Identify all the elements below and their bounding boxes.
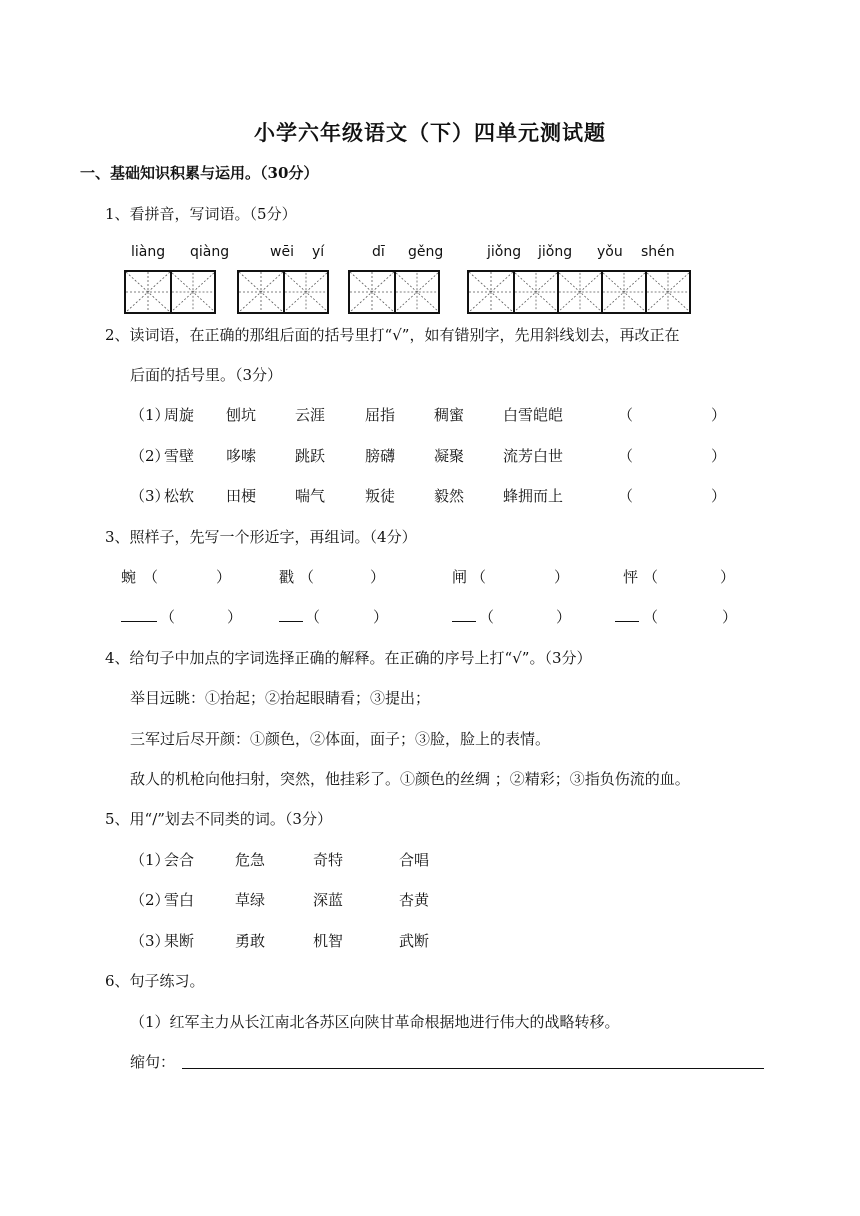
word: 刨坑 bbox=[226, 406, 257, 424]
word: 田梗 bbox=[226, 487, 257, 505]
grid-cell[interactable] bbox=[350, 272, 394, 312]
answer-bracket-open: （ bbox=[618, 406, 634, 424]
word: 白雪皑皑 bbox=[503, 406, 564, 424]
bracket-open: （ bbox=[160, 608, 176, 626]
sample-char: 怦 bbox=[623, 568, 639, 586]
grid-cell[interactable] bbox=[601, 272, 645, 312]
q6-sentence: （1）红军主力从长江南北各苏区向陕甘革命根据地进行伟大的战略转移。 bbox=[130, 1013, 620, 1031]
question-1-label: 1、看拼音，写词语。（5分） bbox=[105, 205, 297, 223]
bracket-close: ） bbox=[554, 568, 570, 586]
word: 深蓝 bbox=[313, 891, 344, 909]
pinyin: yí bbox=[312, 244, 325, 260]
word: 喘气 bbox=[295, 487, 326, 505]
sample-char: 戳 bbox=[279, 568, 295, 586]
answer-line[interactable] bbox=[182, 1068, 764, 1069]
grid-cell[interactable] bbox=[394, 272, 438, 312]
word: 危急 bbox=[235, 851, 266, 869]
row-number: （2） bbox=[130, 447, 170, 465]
word: 草绿 bbox=[235, 891, 266, 909]
answer-bracket-close: ） bbox=[711, 447, 727, 465]
question-4-label: 4、给句子中加点的字词选择正确的解释。在正确的序号上打“√”。（3分） bbox=[105, 649, 592, 667]
writing-grid[interactable] bbox=[348, 270, 440, 314]
grid-cell[interactable] bbox=[239, 272, 283, 312]
writing-grid[interactable] bbox=[124, 270, 216, 314]
question-2-label-cont: 后面的括号里。（3分） bbox=[130, 366, 283, 384]
row-number: （1） bbox=[130, 406, 170, 424]
question-5-label: 5、用“/”划去不同类的词。（3分） bbox=[105, 810, 332, 828]
grid-cell[interactable] bbox=[513, 272, 557, 312]
bracket-close: ） bbox=[227, 608, 243, 626]
word: 会合 bbox=[164, 851, 195, 869]
page-title: 小学六年级语文（下）四单元测试题 bbox=[254, 120, 606, 145]
word: 雪白 bbox=[164, 891, 195, 909]
grid-cell[interactable] bbox=[283, 272, 327, 312]
writing-grid[interactable] bbox=[467, 270, 691, 314]
q4-line-3: 敌人的机枪向他扫射，突然，他挂彩了。①颜色的丝绸 ；②精彩；③指负伤流的血。 bbox=[130, 770, 690, 788]
answer-bracket-close: ） bbox=[711, 487, 727, 505]
word: 果断 bbox=[164, 932, 195, 950]
section-heading-1: 一、基础知识积累与运用。（30分） bbox=[80, 164, 319, 182]
bracket-open: （ bbox=[643, 568, 659, 586]
bracket-open: （ bbox=[305, 608, 321, 626]
row-number: （3） bbox=[130, 932, 170, 950]
grid-cell[interactable] bbox=[557, 272, 601, 312]
blank-line[interactable] bbox=[452, 621, 476, 622]
word: 毅然 bbox=[434, 487, 465, 505]
blank-line[interactable] bbox=[121, 621, 157, 622]
grid-cell[interactable] bbox=[469, 272, 513, 312]
pinyin: shén bbox=[641, 244, 675, 260]
word: 屈指 bbox=[365, 406, 396, 424]
word: 勇敢 bbox=[235, 932, 266, 950]
word: 稠蜜 bbox=[434, 406, 465, 424]
grid-cell[interactable] bbox=[645, 272, 689, 312]
answer-bracket-open: （ bbox=[618, 487, 634, 505]
pinyin: jiǒng bbox=[538, 244, 573, 260]
bracket-open: （ bbox=[471, 568, 487, 586]
q6-answer-label: 缩句： bbox=[130, 1053, 176, 1071]
writing-grid[interactable] bbox=[237, 270, 329, 314]
blank-line[interactable] bbox=[279, 621, 303, 622]
question-6-label: 6、句子练习。 bbox=[105, 972, 205, 990]
word: 流芳白世 bbox=[503, 447, 564, 465]
pinyin: jiǒng bbox=[487, 244, 522, 260]
bracket-open: （ bbox=[299, 568, 315, 586]
bracket-close: ） bbox=[216, 568, 232, 586]
bracket-close: ） bbox=[373, 608, 389, 626]
word: 合唱 bbox=[399, 851, 430, 869]
pinyin: yǒu bbox=[597, 244, 623, 260]
blank-line[interactable] bbox=[615, 621, 639, 622]
pinyin: dī bbox=[372, 244, 385, 260]
word: 云涯 bbox=[295, 406, 326, 424]
pinyin: wēi bbox=[270, 244, 294, 260]
q4-line-2: 三军过后尽开颜：①颜色，②体面，面子；③脸，脸上的表情。 bbox=[130, 730, 551, 748]
bracket-close: ） bbox=[370, 568, 386, 586]
pinyin: qiàng bbox=[190, 244, 230, 260]
q4-line-1: 举目远眺：①抬起；②抬起眼睛看；③提出； bbox=[130, 689, 431, 707]
grid-cell[interactable] bbox=[170, 272, 214, 312]
word: 周旋 bbox=[164, 406, 195, 424]
question-2-label: 2、读词语，在正确的那组后面的括号里打“√”，如有错别字，先用斜线划去，再改正在 bbox=[105, 326, 680, 344]
sample-char: 蜿 bbox=[121, 568, 137, 586]
bracket-open: （ bbox=[643, 608, 659, 626]
word: 奇特 bbox=[313, 851, 344, 869]
row-number: （3） bbox=[130, 487, 170, 505]
answer-bracket-close: ） bbox=[711, 406, 727, 424]
answer-bracket-open: （ bbox=[618, 447, 634, 465]
word: 蜂拥而上 bbox=[503, 487, 564, 505]
word: 膀礴 bbox=[365, 447, 396, 465]
sample-char: 闸 bbox=[452, 568, 468, 586]
bracket-open: （ bbox=[479, 608, 495, 626]
bracket-close: ） bbox=[722, 608, 738, 626]
word: 武断 bbox=[399, 932, 430, 950]
question-3-label: 3、照样子，先写一个形近字，再组词。（4分） bbox=[105, 528, 417, 546]
word: 杏黄 bbox=[399, 891, 430, 909]
word: 跳跃 bbox=[295, 447, 326, 465]
word: 松软 bbox=[164, 487, 195, 505]
bracket-close: ） bbox=[556, 608, 572, 626]
row-number: （1） bbox=[130, 851, 170, 869]
pinyin: gěng bbox=[408, 244, 444, 260]
word: 机智 bbox=[313, 932, 344, 950]
word: 雪壁 bbox=[164, 447, 195, 465]
bracket-close: ） bbox=[720, 568, 736, 586]
word: 哆嗦 bbox=[226, 447, 257, 465]
word: 叛徒 bbox=[365, 487, 396, 505]
row-number: （2） bbox=[130, 891, 170, 909]
grid-cell[interactable] bbox=[126, 272, 170, 312]
pinyin: liàng bbox=[131, 244, 166, 260]
word: 凝聚 bbox=[434, 447, 465, 465]
bracket-open: （ bbox=[143, 568, 159, 586]
